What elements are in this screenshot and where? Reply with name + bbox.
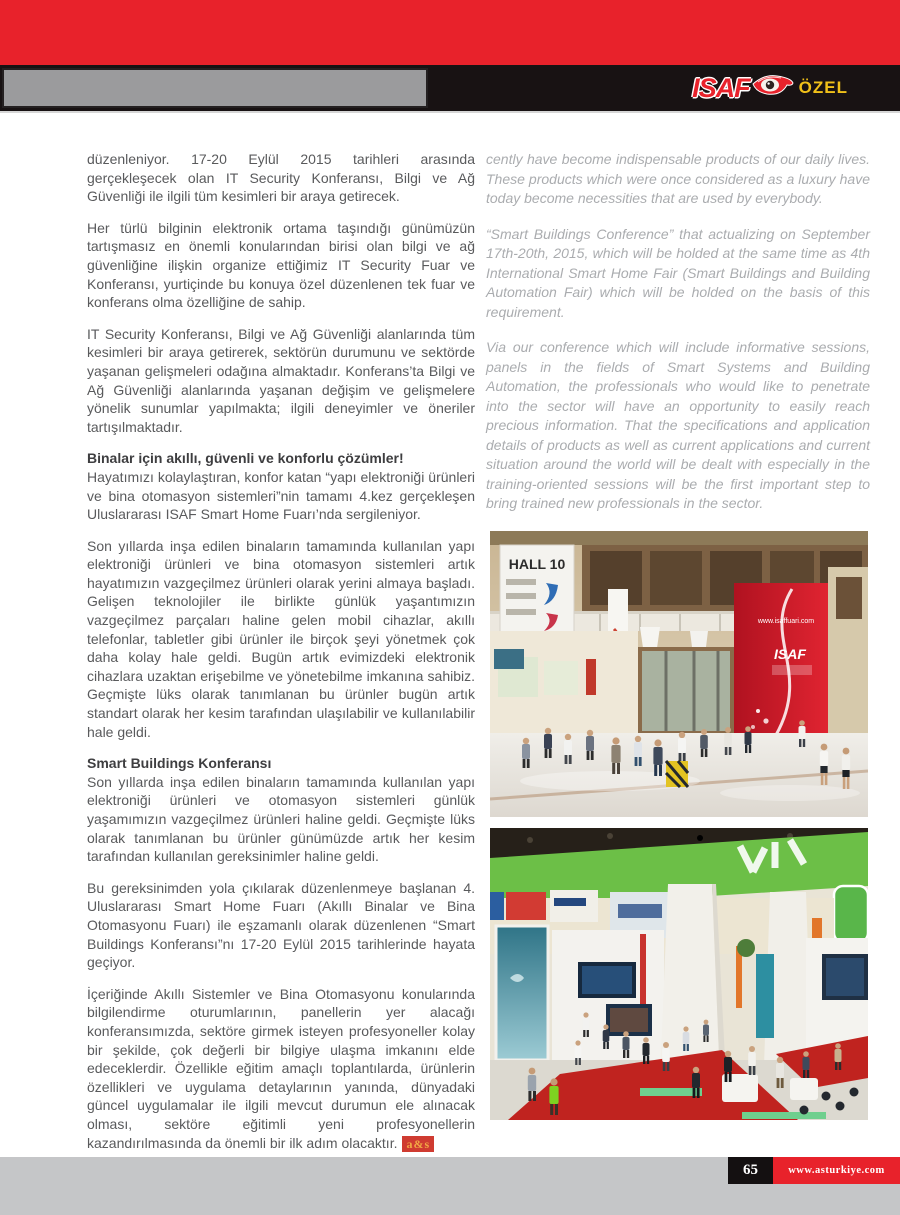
paragraph: “Smart Buildings Conference” that actualizing on September 17th-20th, 2015, which will be holded at the same time as 4th International Smart Home Fair (Smart Buildings and Building Automation Fair) which will be holded on the basis of this requirement. xyxy=(486,225,870,320)
header-gray-box xyxy=(2,68,428,108)
paragraph-text: İçeriğinde Akıllı Sistemler ve Bina Otomasyonu konularında bilgilendirme oturumlarının, panellerin yer alacağı konferansımızda, sektöre girmek isteyen profesyoneller kolay bir şekilde, çok değerli bir bilgiye ulaşma imkanını elde edeceklerdir. Özellikle eğitim amaçlı toplantılarda, ürünlerin özellikleri ve uygulama detaylarının yanında, dünyadaki güncel uygulamalar ile ilgili mevcut durumun ele alınacak olması, sektöre eğitimli yeni profesyonellerin kazandırılmasında da önemli bir ilk adım olacaktır. xyxy=(87,985,475,1151)
paragraph: Hayatımızı kolaylaştıran, konfor katan “yapı elektroniği ürünleri ve bina otomasyon sistemleri”nin tamamı 4.kez gerçekleşen Uluslararası ISAF Smart Home Fuarı’nda sergileniyor. xyxy=(87,468,475,523)
isaf-logo-text: ISAF xyxy=(692,72,750,103)
paragraph: Son yıllarda inşa edilen binaların tamamında kullanılan yapı elektroniği ürünleri ve bina otomasyon sistemleri artık hayatımızın vazgeçilmez ürünleri olarak yerini almaya başladı. Gelişen teknolojiler ile birlikte günlük yaşantımızın vazgeçilmez parçaları haline gelen mobil cihazlar, akıllı telefonlar, tabletler gibi ürünler ile birçok şeyi yönetmek çok daha kolay hale geldi. Bugün artık evimizdeki elektronik cihazlara uzaktan erişebilme ve yönetebilme imkanına sahibiz. Geçmişte lüks olarak tanımlanan bu ürünler bugün artık standart olarak her kesim tarafından ulaşılabilir ve kullanılabilir hale geldi. xyxy=(87,537,475,740)
paragraph: cently have become indispensable products of our daily lives. These products which were once considered as a luxury have today become necessities that are used by everybody. xyxy=(486,151,870,206)
paragraph: düzenleniyor. 17-20 Eylül 2015 tarihleri arasında gerçekleşecek olan IT Security Konferansı, Bilgi ve Ağ Güvenliği ile ilgili tüm kesimleri bir araya getirecek. xyxy=(87,151,475,205)
section-heading-buildings: Binalar için akıllı, güvenli ve konforlu çözümler! xyxy=(87,450,404,467)
website-url: www.asturkiye.com xyxy=(773,1157,900,1184)
as-magazine-logo: a&s xyxy=(402,1136,434,1152)
ozel-logo-text: ÖZEL xyxy=(798,78,848,97)
paragraph: Son yıllarda inşa edilen binaların tamamında kullanılan yapı elektroniği ürünleri ve otomasyon sistemleri günlük yaşamımızın vazgeçilmez ürünleri haline geldi. Geçmişte lüks olarak tanımlanan bu ürünler günümüzde artık her kesim tarafından kullanılan gereksinimler haline geldi. xyxy=(87,773,475,865)
paragraph: Her türlü bilginin elektronik ortama taşındığı günümüzün tartışmasız en önemli konularından birisi olan bilgi ve ağ güvenliğine ilişkin organize ettiğimiz IT Security Fuar ve Konferansı, yurtiçinde bu konuya özel düzenlenen tek fuar ve konferans olma özelliğine de sahip. xyxy=(87,219,475,311)
footer-strip xyxy=(0,1157,900,1215)
fair-entrance-photo xyxy=(490,531,868,817)
hall-sign-label: HALL 10 xyxy=(508,556,566,572)
paragraph: Via our conference which will include informative sessions, panels in the fields of Smart Systems and Building Automation, the professionals who would like to penetrate into the sector will have an opportunity to easily reach precious information. That the specifications and application details of products as well as current applications and current situation around the world will be dealt with especially in the training-oriented sessions will be the first important step to bring trained new professionals in the sector. xyxy=(486,339,870,511)
header-divider xyxy=(0,111,900,113)
isaf-banner-label: ISAF xyxy=(774,646,806,662)
isaf-banner-url: www.isaffuari.com xyxy=(757,618,815,625)
isaf-ozel-logo xyxy=(692,71,848,105)
header-black-bar xyxy=(0,65,900,111)
english-article-column xyxy=(486,150,870,530)
turkish-article-column xyxy=(87,150,475,1165)
paragraph-last xyxy=(87,985,475,1152)
top-red-bar xyxy=(0,0,900,65)
section-heading-smart-buildings: Smart Buildings Konferansı xyxy=(87,755,272,772)
isaf-eye-icon xyxy=(752,72,794,105)
exhibition-hall-photo xyxy=(490,828,868,1120)
paragraph: Bu gereksinimden yola çıkılarak düzenlenmeye başlanan 4. Uluslararası Smart Home Fuarı (Akıllı Binalar ve Bina Otomasyonu Fuarı) ile eşzamanlı olarak düzenlenen “Smart Buildings Konferansı”nı 17-20 Eylül 2015 tarihlerinde hayata geçiyor. xyxy=(87,879,475,971)
paragraph: IT Security Konferansı, Bilgi ve Ağ Güvenliği alanlarında tüm kesimleri bir araya getirerek, sektörün durumunu ve sektörde yaşanan gelişmeleri odağına almaktadır. Konferans’ta Bilgi ve Ağ Güvenliği alanlarında yaşanan değişim ve gelişmelere yönelik sunumlar yapılmakta; ilgili deneyimler ve öneriler tartışılmaktadır. xyxy=(87,325,475,435)
page-number: 65 xyxy=(728,1157,773,1184)
